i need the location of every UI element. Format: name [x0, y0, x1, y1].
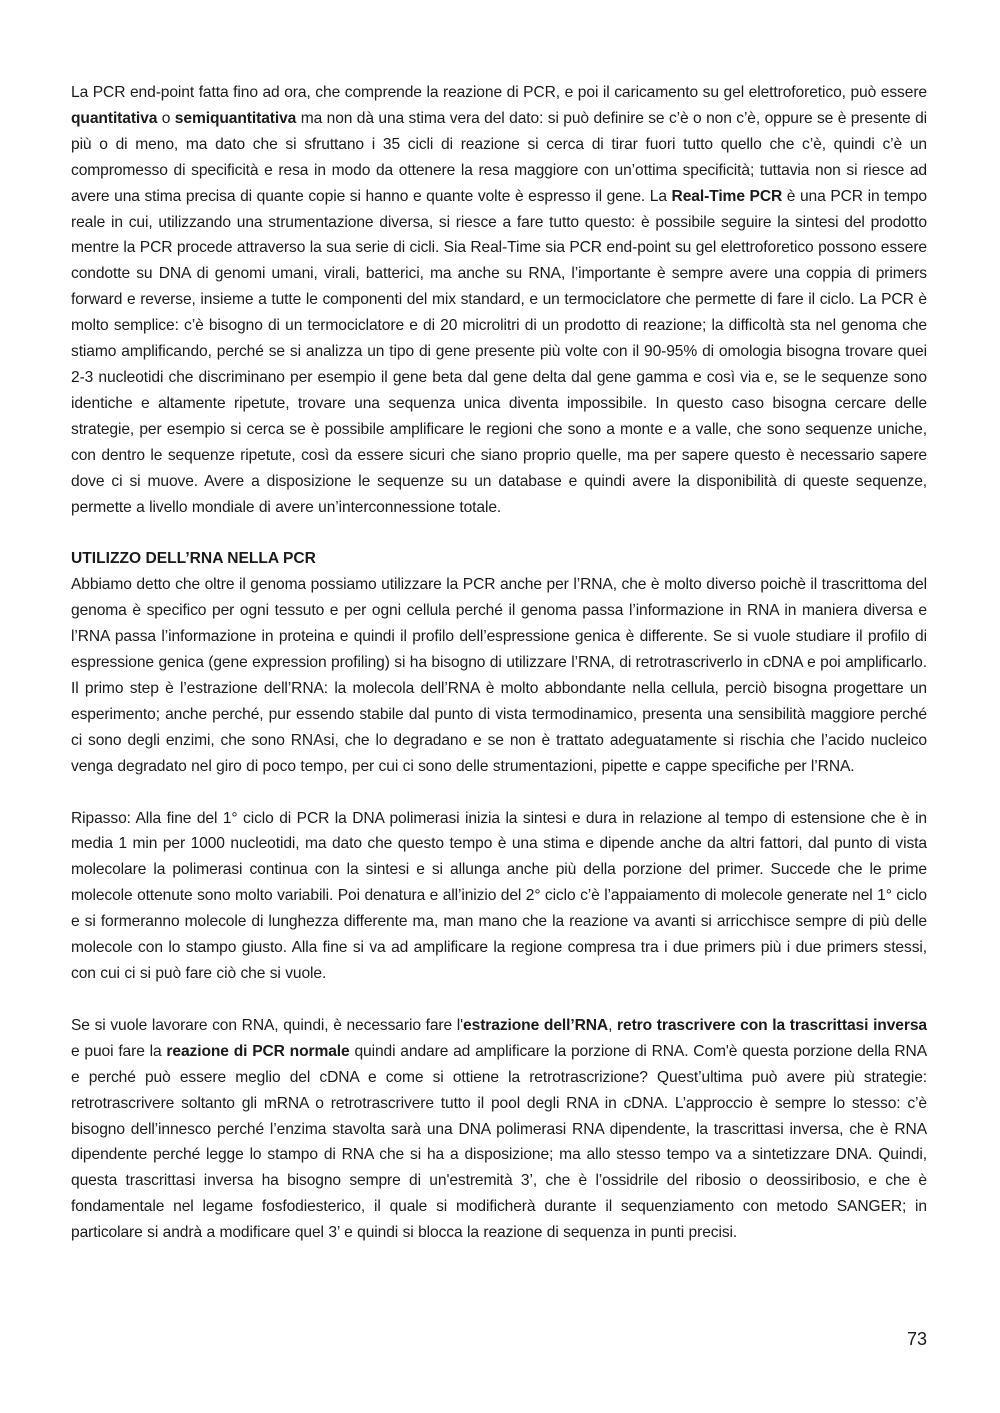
- text-segment: ma non dà una stima vera del dato: si può definire se c’è o non c’è, oppure se è presente di più o di meno, ma dato che si sfruttano i 35 cicli di reazione si cerca di tirar fuori tutto quello che c’è, quindi c’è un compromesso di specificità e resa in modo da ottenere la resa maggiore con un’ottima specificità; tuttavia non si riesce ad avere una stima precisa di quante copie si hanno e quante volte è espresso il gene. La: [71, 109, 928, 205]
- paragraph-pcr-end-point: [71, 80, 927, 520]
- text-segment: è una PCR in tempo reale in cui, utilizzando una strumentazione diversa, si riesce a fare tutto questo: è possibile seguire la sintesi del prodotto mentre la PCR procede attraverso la sua serie di cicli. Sia Real-Time sia PCR end-point su gel elettroforetico possono essere condotte su DNA di genomi umani, virali, batterici, ma anche su RNA, l’importante è sempre avere una coppia di primers forward e reverse, insieme a tutte le componenti del mix standard, e un termociclatore che permette di fare il ciclo. La PCR è molto semplice: c’è bisogno di un termociclatore e di 20 microlitri di un prodotto di reazione; la difficoltà sta nel genoma che stiamo amplificando, perché se si analizza un tipo di gene presente più volte con il 90-95% di omologia bisogna trovare quei 2-3 nucleotidi che discriminano per esempio il gene beta dal gene delta dal gene gamma e così via e, se le sequenze sono identiche e altamente ripetute, trovare una sequenza unica diventa impossibile. In questo caso bisogna cercare delle strategie, per esempio si cerca se è possibile amplificare le regioni che sono a monte e a valle, che sono sequenze uniche, con dentro le sequenze ripetute, così da essere sicuri che siano proprio quelle, ma per sapere questo è necessario sapere dove ci si muove. Avere a disposizione le sequenze su un database e quindi avere la disponibilità di queste sequenze, permette a livello mondiale di avere un’interconnessione totale.: [71, 187, 927, 516]
- text-segment: e puoi fare la: [71, 1042, 167, 1060]
- paragraph-spacer: [71, 987, 927, 1013]
- text-segment: Se si vuole lavorare con RNA, quindi, è necessario fare l': [71, 1016, 464, 1034]
- paragraph-rna-workflow: [71, 1013, 927, 1246]
- page-number: 73: [906, 1329, 927, 1349]
- bold-term-estrazione: estrazione dell’RNA: [463, 1016, 609, 1034]
- text-segment: ,: [608, 1016, 618, 1034]
- bold-term-real-time-pcr: Real-Time PCR: [671, 187, 783, 205]
- bold-term-quantitativa: quantitativa: [71, 109, 158, 127]
- text-segment: La PCR end-point fatta fino ad ora, che comprende la reazione di PCR, e poi il caricamento su gel elettroforetico, può essere: [71, 84, 927, 101]
- text-segment: o: [157, 109, 175, 127]
- bold-term-semiquantitativa: semiquantitativa: [174, 109, 297, 127]
- paragraph-spacer: [71, 520, 927, 546]
- paragraph-spacer: [71, 780, 927, 806]
- section-heading: UTILIZZO DELL’RNA NELLA PCR: [71, 550, 316, 568]
- bold-term-pcr-normale: reazione di PCR normale: [166, 1042, 350, 1060]
- paragraph-ripasso: Ripasso: Alla fine del 1° ciclo di PCR la DNA polimerasi inizia la sintesi e dura in relazione al tempo di estensione che è in media 1 min per 1000 nucleotidi, ma dato che questo tempo è una stima e dipende anche da altri fattori, dal punto di vista molecolare la polimerasi continua con la sintesi e si allunga anche più della porzione del primer. Succede che le prime molecole ottenute sono molto variabili. Poi denatura e all’inizio del 2° ciclo c’è l’appaiamento di molecole generate nel 1° ciclo e si formeranno molecole di lunghezza differente ma, man mano che la reazione va avanti si arricchisce sempre di più delle molecole con lo stampo giusto. Alla fine si va ad amplificare la regione compresa tra i due primers più i due primers stessi, con cui ci si può fare ciò che si vuole.: [71, 809, 927, 982]
- paragraph-rna-intro: Abbiamo detto che oltre il genoma possiamo utilizzare la PCR anche per l’RNA, che è molto diverso poichè il trascrittoma del genoma è specifico per ogni tessuto e per ogni cellula perché il genoma passa l’informazione in RNA in maniera diversa e l’RNA passa l’informazione in proteina e quindi il profilo dell’espressione genica è differente. Se si vuole studiare il profilo di espressione genica (gene expression profiling) si ha bisogno di utilizzare l’RNA, di retrotrascriverlo in cDNA e poi amplificarlo. Il primo step è l’estrazione dell’RNA: la molecola dell’RNA è molto abbondante nella cellula, perciò bisogna progettare un esperimento; anche perché, pur essendo stabile dal punto di vista termodinamico, presenta una sensibilità maggiore perché ci sono degli enzimi, che sono RNAsi, che lo degradano e se non è trattato adeguatamente si rischia che l’acido nucleico venga degradato nel giro di poco tempo, per cui ci sono delle strumentazioni, pipette e cappe specifiche per l’RNA.: [71, 576, 927, 775]
- document-page: [71, 80, 927, 1246]
- text-segment: quindi andare ad amplificare la porzione di RNA. Com'è questa porzione della RNA e perché può essere meglio del cDNA e come si ottiene la retrotrascrizione? Quest’ultima può avere più strategie: retrotrascrivere soltanto gli mRNA o retrotrascrivere tutto il pool degli RNA in cDNA. L’approccio è sempre lo stesso: c’è bisogno dell’innesco perché l’enzima stavolta sarà una DNA polimerasi RNA dipendente, la trascrittasi inversa, che è RNA dipendente perché legge lo stampo di RNA che si ha a disposizione; ma allo stesso tempo va a sintetizzare DNA. Quindi, questa trascrittasi inversa ha bisogno sempre di un'estremità 3’, che è l’ossidrile del ribosio o deossiribosio, e che è fondamentale nel legame fosfodiesterico, il quale si modificherà durante il sequenziamento con metodo SANGER; in particolare si andrà a modificare quel 3’ e quindi si blocca la reazione di sequenza in punti precisi.: [71, 1042, 927, 1242]
- bold-term-retro-trascrivere: retro trascrivere con la trascrittasi inversa: [617, 1016, 927, 1034]
